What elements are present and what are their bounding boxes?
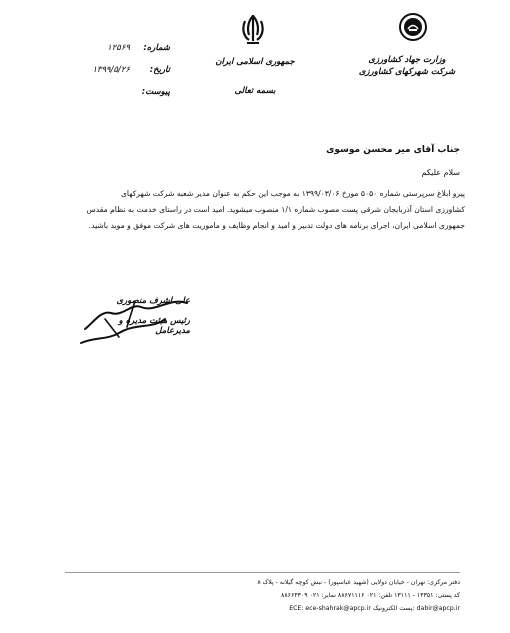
footer-postal: کد پستی: ۱۴۳۵۱ - ۱۳۱۱۱ تلفن: ۰۲۱ ۸۸۶۷۱۱۱۶ نمابر: ۰۲۱ ۸۸۶۶۳۳۰۹ bbox=[281, 592, 460, 599]
ministry-logo-icon bbox=[398, 12, 428, 42]
body-line-3: جمهوری اسلامی ایران، اجرای برنامه های دولت تدبیر و امید و انجام وظایف و ماموریت های شرکت موفق و موید باشید. bbox=[88, 221, 465, 230]
footer-divider bbox=[65, 572, 460, 573]
body-line-2: کشاورزی استان آذربایجان شرقی پست مصوب شماره ۱/۱ منصوب میشوید. امید است در راستای خدمت به نظام مقدس bbox=[86, 205, 465, 214]
besmeh-heading: بسمه تعالی bbox=[234, 86, 276, 96]
footer-email: dabir@apcp.ir :پست الکترونیک ECE: ece-shahrak@apcp.ir bbox=[289, 605, 460, 612]
date-label: تاریخ: bbox=[149, 65, 170, 75]
letter-number-row bbox=[60, 43, 170, 57]
attachment-label: پیوست: bbox=[141, 87, 170, 97]
ministry-line-1: وزارت جهاد کشاورزی bbox=[368, 55, 446, 65]
footer-address: دفتر مرکزی: تهران - خیابان دولایی (شهید عباسپور) - نبش کوچه گیلانه - پلاک ۸ bbox=[257, 579, 460, 586]
ministry-line-2: شرکت شهرکهای کشاورزی bbox=[358, 67, 456, 77]
date-value: ۱۳۹۹/۵/۲۶ bbox=[92, 65, 130, 75]
body-line-1: پیرو ابلاغ سرپرستی شماره ۵۰۵۰ مورخ ۱۳۹۹/۰۳/۰۶ به موجب این حکم به عنوان مدیر شعبه شرکت شهرکهای bbox=[120, 189, 465, 198]
letter-attachment-row bbox=[60, 87, 170, 101]
number-label: شماره: bbox=[143, 43, 170, 53]
letter-date-row bbox=[60, 65, 170, 79]
recipient: جناب آقای میر محسن موسوی bbox=[326, 145, 460, 155]
signatory-title: رئیس هیئت مدیره و مدیرعامل bbox=[118, 316, 190, 336]
ministry-name bbox=[352, 54, 462, 78]
iran-emblem-icon bbox=[240, 13, 266, 47]
letter-body bbox=[55, 186, 465, 234]
signatory-name: علی اشرف منصوری bbox=[116, 296, 190, 306]
republic-title: جمهوری اسلامی ایران bbox=[215, 57, 295, 67]
number-value: ۱۲۵۶۹ bbox=[107, 43, 130, 53]
greeting: سلام علیکم bbox=[421, 168, 460, 177]
